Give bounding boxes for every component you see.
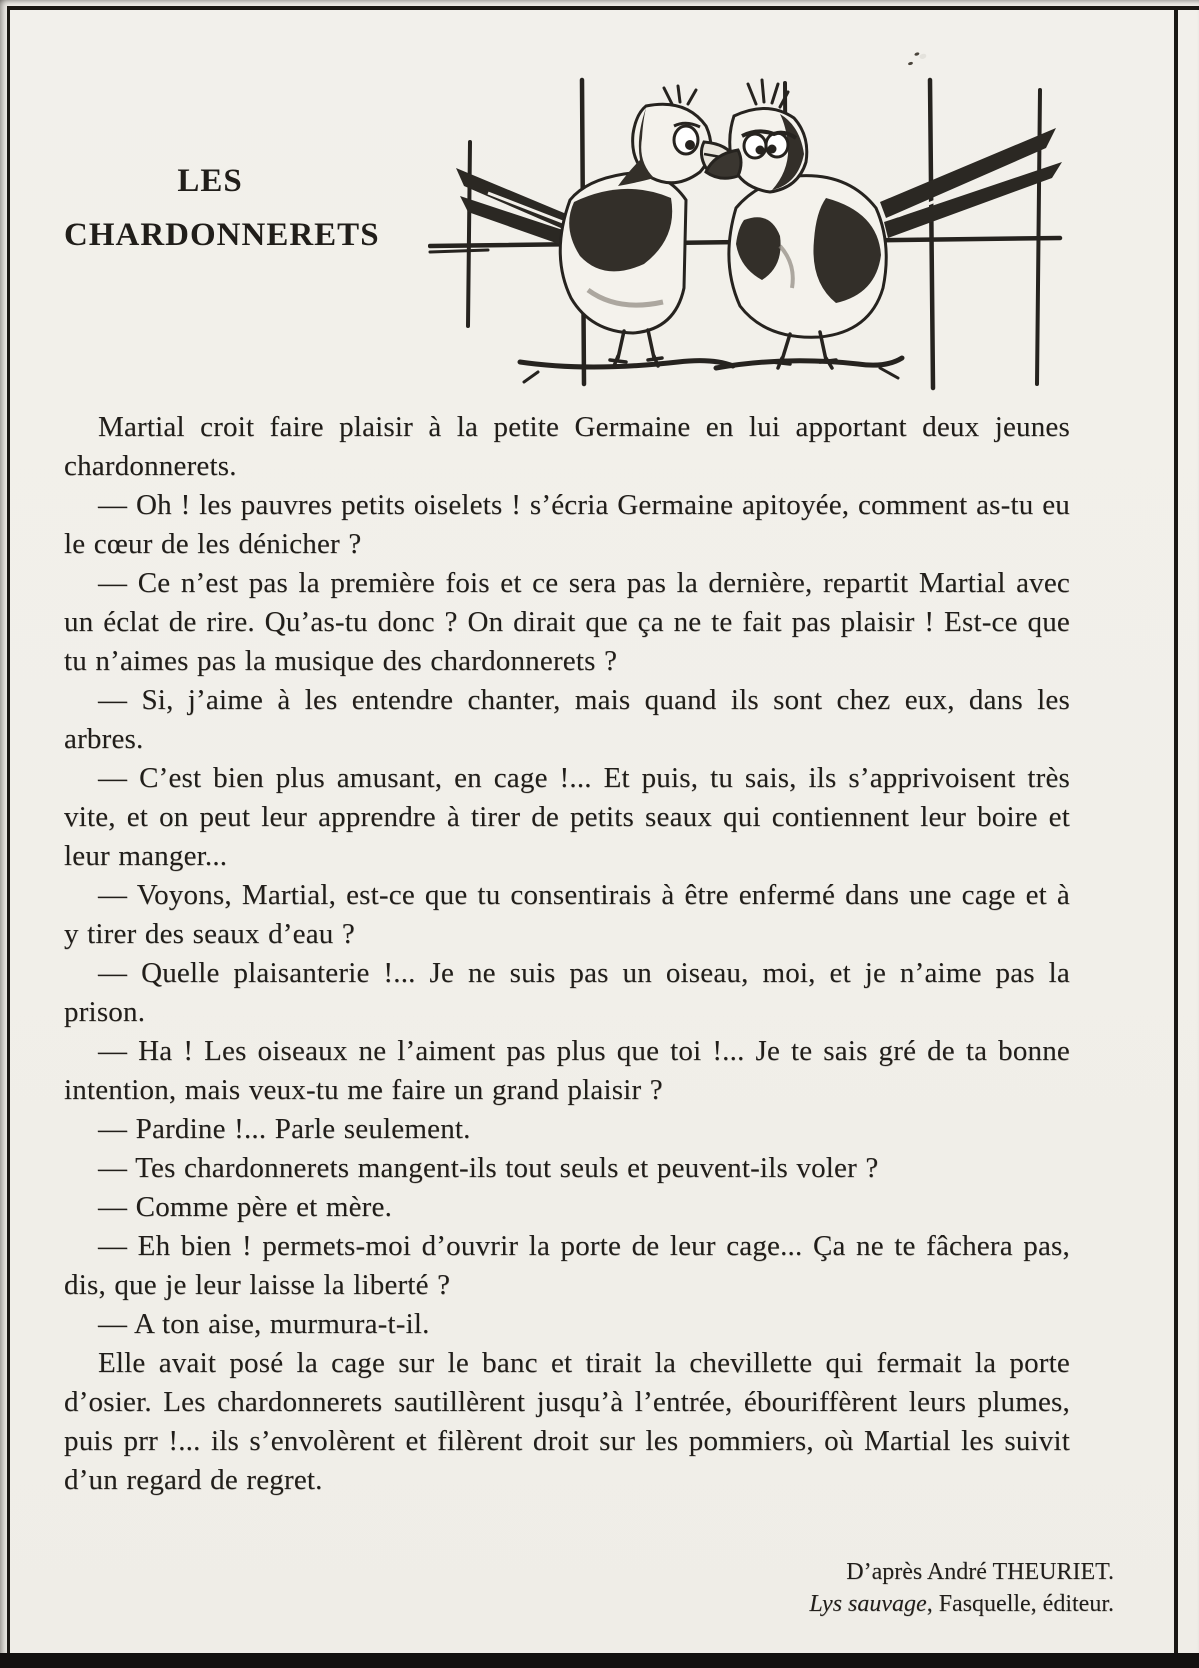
- left-goldfinch-icon: [456, 86, 734, 382]
- page-border-left: [7, 6, 10, 1654]
- right-goldfinch-icon: [706, 80, 1062, 378]
- attribution: [64, 1556, 1114, 1620]
- body-paragraph: — Ce n’est pas la première fois et ce sera pas la dernière, repartit Martial avec un éclat de rire. Qu’as-tu donc ? On dirait que ça ne te fait pas plaisir ! Est-ce que tu n’aimes pas la musique des chardonnerets ?: [64, 567, 1070, 677]
- body-paragraph: Martial croit faire plaisir à la petite Germaine en lui apportant deux jeunes chardonnerets.: [64, 411, 1070, 482]
- right-twig: [716, 358, 902, 368]
- story-text: [64, 408, 1070, 1500]
- body-paragraph: — Eh bien ! permets-moi d’ouvrir la porte de leur cage... Ça ne te fâchera pas, dis, que je leur laisse la liberté ?: [64, 1230, 1070, 1301]
- attribution-credit: D’après André THEURIET.: [846, 1559, 1114, 1585]
- body-paragraph: — Si, j’aime à les entendre chanter, mais quand ils sont chez eux, dans les arbres.: [64, 684, 1070, 755]
- body-paragraph: — Quelle plaisanterie !... Je ne suis pas un oiseau, moi, et je n’aime pas la prison.: [64, 957, 1070, 1028]
- page-border-top: [8, 6, 1199, 10]
- body-paragraph: — Comme père et mère.: [98, 1191, 393, 1223]
- title-line-1: LES: [177, 163, 243, 199]
- body-paragraph: — Voyons, Martial, est-ce que tu consentirais à être enfermé dans une cage et à y tirer des seaux d’eau ?: [64, 879, 1070, 950]
- body-paragraph: — A ton aise, murmura-t-il.: [98, 1308, 430, 1340]
- body-paragraph: — Oh ! les pauvres petits oiselets ! s’écria Germaine apitoyée, comment as-tu eu le cœur de les dénicher ?: [64, 489, 1070, 560]
- page-border-bottom: [0, 1653, 1199, 1668]
- lesson-title: [64, 163, 380, 254]
- attribution-work-title: Lys sauvage: [809, 1591, 927, 1617]
- attribution-source-line: [64, 1588, 1114, 1620]
- body-paragraph: — Ha ! Les oiseaux ne l’aiment pas plus que toi !... Je te sais gré de ta bonne intention, mais veux-tu me faire un grand plaisir ?: [64, 1035, 1070, 1106]
- body-paragraph: — Tes chardonnerets mangent-ils tout seuls et peuvent-ils voler ?: [98, 1152, 879, 1184]
- title-line-2: CHARDONNERETS: [64, 217, 380, 253]
- body-paragraph: — C’est bien plus amusant, en cage !... Et puis, tu sais, ils s’apprivoisent très vite, et on peut leur apprendre à tirer de petits seaux qui contiennent leur boire et leur manger...: [64, 762, 1070, 872]
- body-paragraph: Elle avait posé la cage sur le banc et tirait la chevillette qui fermait la porte d’osier. Les chardonnerets sautillèrent jusqu’à l’entrée, ébouriffèrent leurs plumes, puis prr !... ils s’envolèrent et filèrent droit sur les pommiers, où Martial les suivit d’un regard de regret.: [64, 1347, 1070, 1496]
- body-paragraph: — Pardine !... Parle seulement.: [98, 1113, 471, 1145]
- attribution-publisher: , Fasquelle, éditeur.: [926, 1591, 1114, 1617]
- page-border-right: [1174, 10, 1178, 1654]
- goldfinches-illustration: [428, 50, 1068, 395]
